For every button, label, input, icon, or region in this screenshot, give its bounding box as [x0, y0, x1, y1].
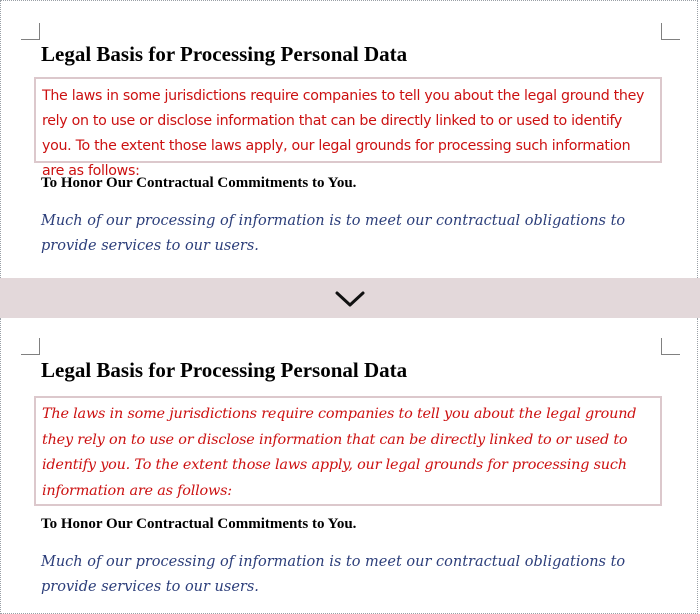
body-paragraph: Much of our processing of information is to meet our contractual obligations to provide services to our users. — [41, 213, 626, 254]
page-corner-mark-top-right — [661, 23, 680, 40]
chevron-down-icon — [334, 286, 366, 310]
section-subheading: To Honor Our Contractual Commitments to You. — [41, 516, 357, 532]
body-paragraph: Much of our processing of information is to meet our contractual obligations to provide services to our users. — [41, 554, 626, 595]
section-subheading: To Honor Our Contractual Commitments to You. — [41, 175, 357, 191]
bordered-paragraph: The laws in some jurisdictions require companies to tell you about the legal ground they rely on to use or disclose information that can be directly linked to or used to identify you. To the extent those laws apply, our legal grounds for processing such information are as follows: — [34, 77, 662, 163]
document-page-before — [0, 0, 698, 278]
page-corner-mark-top-left — [21, 338, 40, 355]
page-title: Legal Basis for Processing Personal Data — [41, 42, 408, 66]
page-corner-mark-top-left — [21, 23, 40, 40]
document-page-after — [0, 318, 698, 614]
page-title: Legal Basis for Processing Personal Data — [41, 358, 408, 382]
comparison-divider — [0, 278, 700, 318]
page-corner-mark-top-right — [661, 338, 680, 355]
bordered-paragraph: The laws in some jurisdictions require companies to tell you about the legal ground they rely on to use or disclose information that can be directly linked to or used to identify you. To the extent those laws apply, our legal grounds for processing such information are as follows: — [34, 396, 662, 506]
